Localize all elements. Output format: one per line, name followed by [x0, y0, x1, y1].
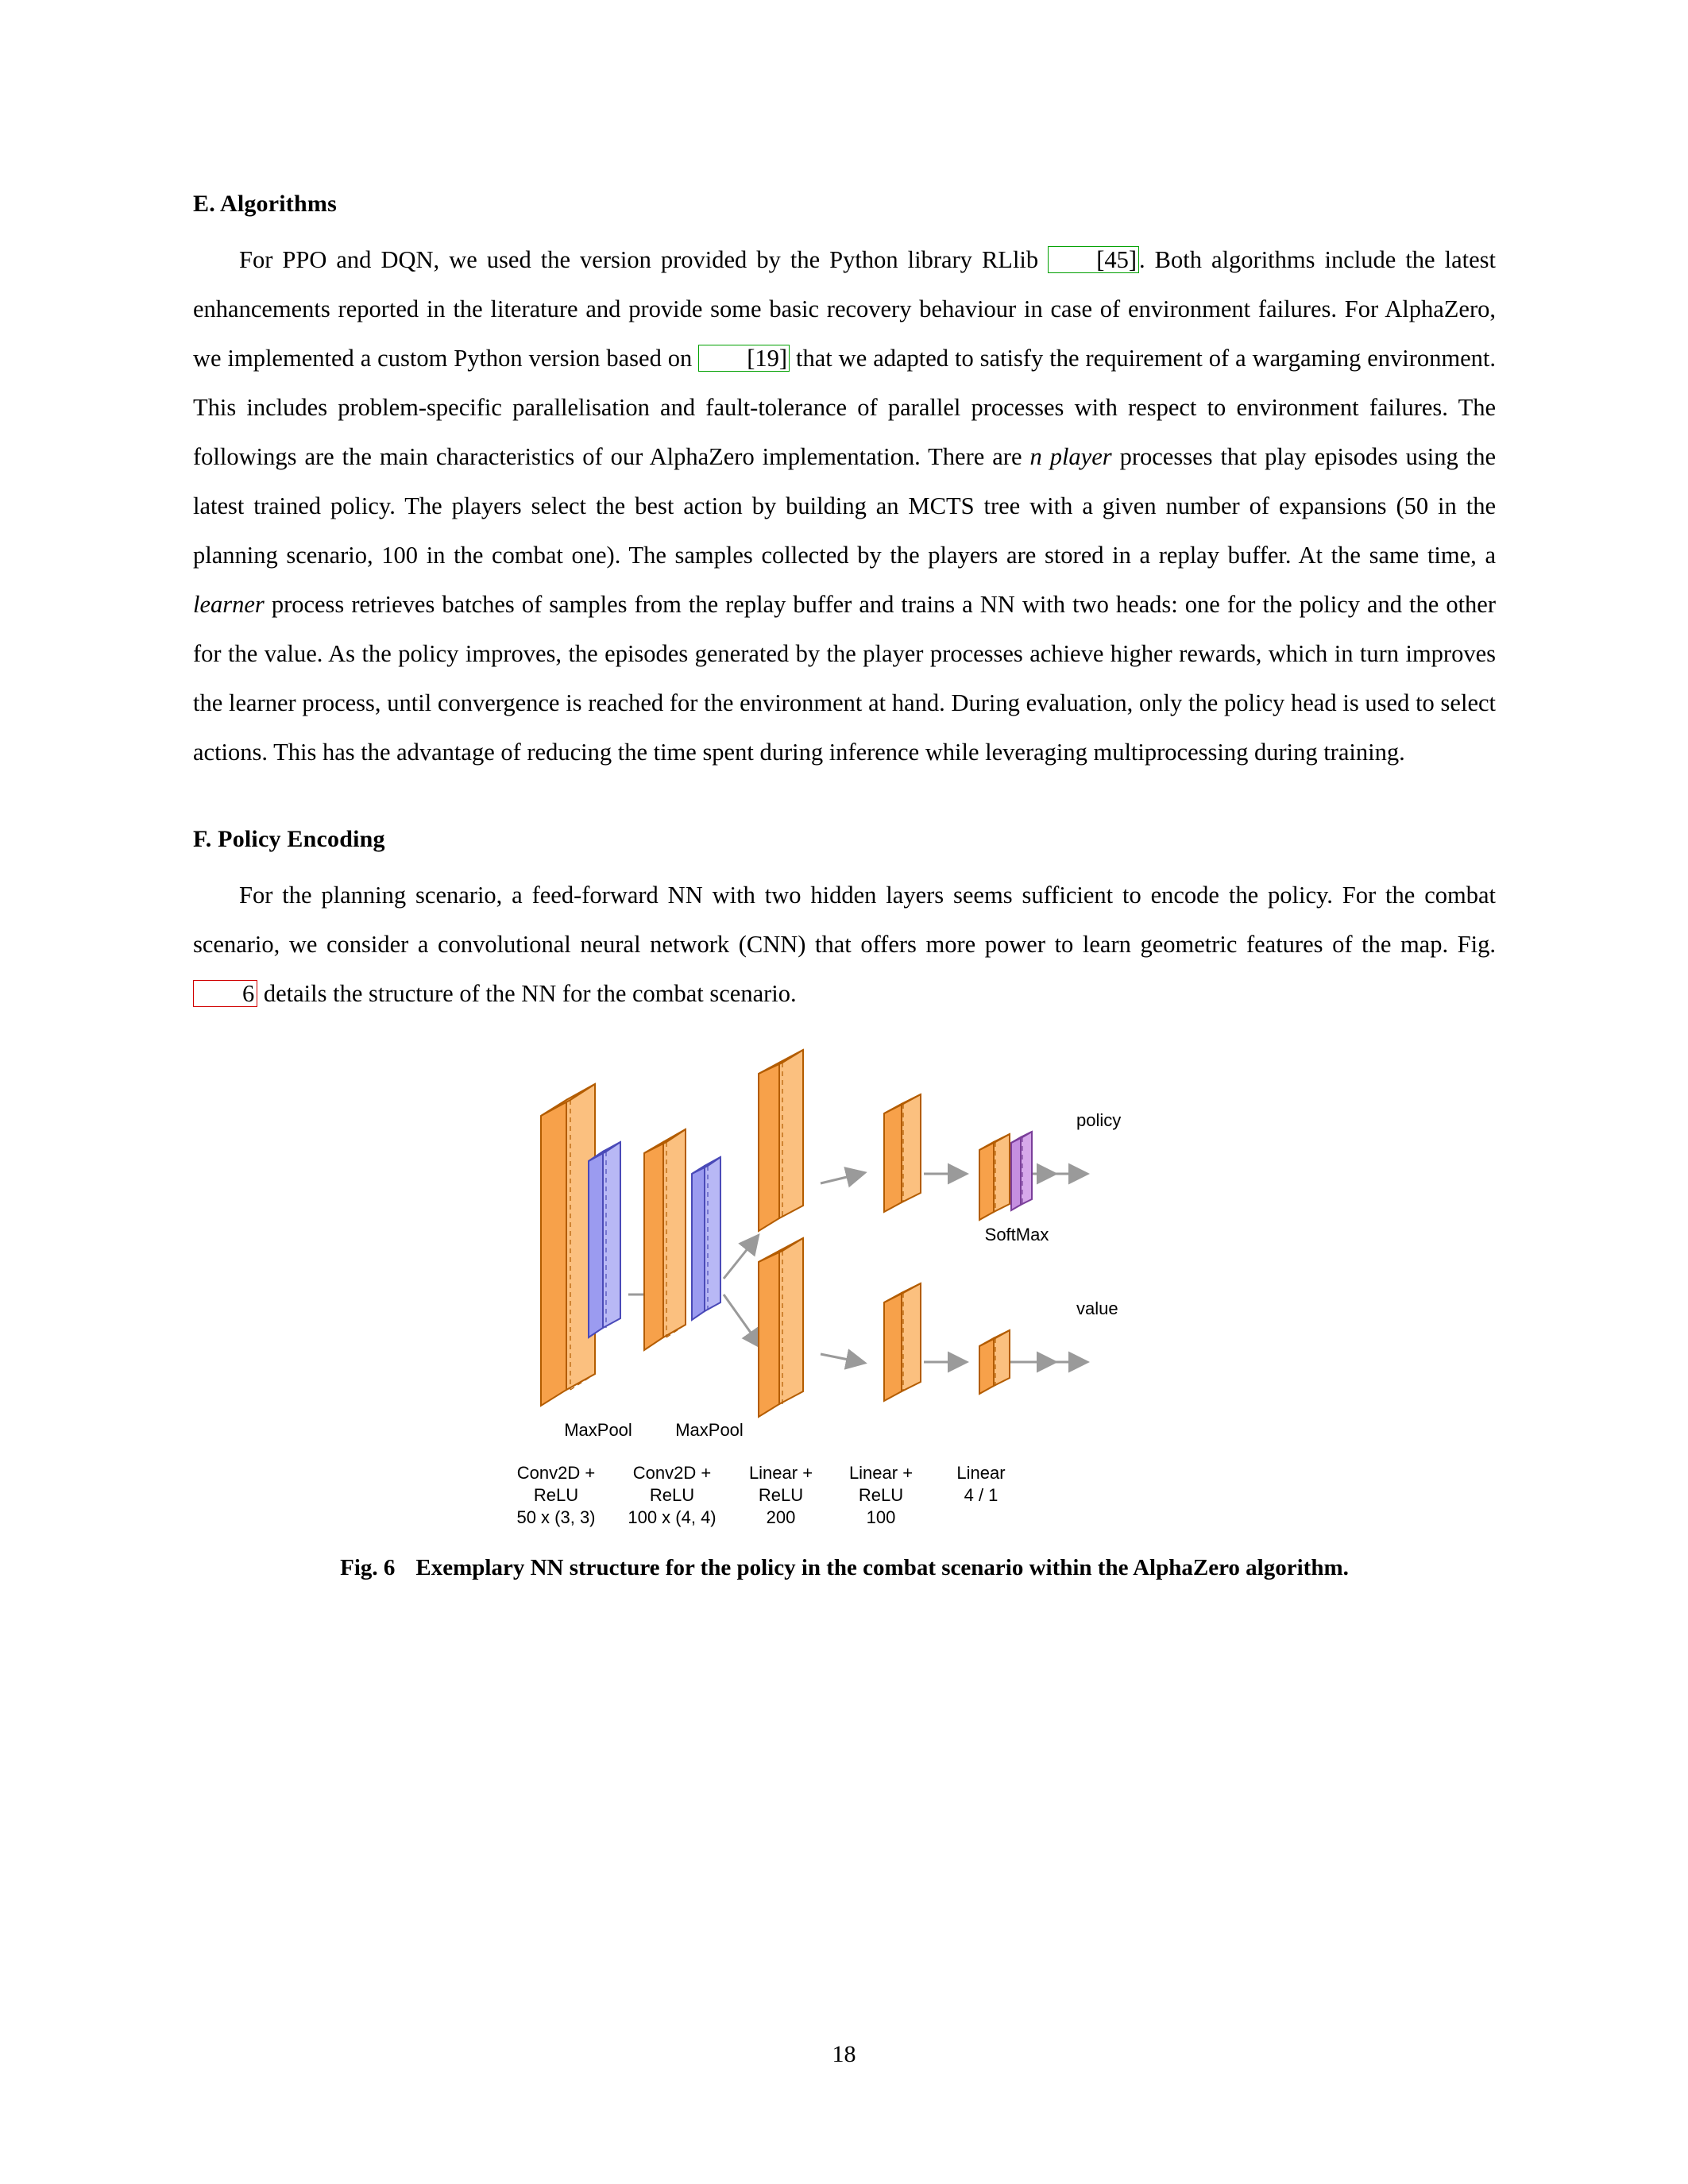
- label-maxpool-2: MaxPool: [675, 1420, 744, 1440]
- label-conv1-line3: 50 x (3, 3): [516, 1507, 596, 1527]
- label-linear100-line2: ReLU: [858, 1485, 904, 1505]
- citation-link-45[interactable]: [45]: [1048, 246, 1139, 273]
- block-linear-100-policy: [884, 1094, 921, 1212]
- paragraph-text-part: . Both algorithms include the latest enhancements reported in the literature and provide some basic recovery behaviour in case of environment failures. For AlphaZero, we implemented a custom Python version based on: [193, 246, 1496, 372]
- label-conv1-line1: Conv2D +: [516, 1463, 596, 1483]
- section-spacer: [193, 777, 1496, 826]
- label-linear100-line1: Linear +: [848, 1463, 914, 1483]
- block-softmax: [1011, 1132, 1032, 1210]
- section-heading-algorithms: E. Algorithms: [193, 191, 337, 217]
- emphasis-n-player: n player: [1029, 443, 1112, 470]
- page-content: [193, 191, 1496, 1581]
- label-linear200-line2: ReLU: [758, 1485, 804, 1505]
- emphasis-learner: learner: [193, 591, 265, 618]
- figure-caption-label: Fig. 6: [340, 1555, 396, 1580]
- paragraph-text-part: process retrieves batches of samples from the replay buffer and trains a NN with two heads: one for the policy and the other for the value. As the policy improves, the episodes generated by the player processes achieve higher rewards, which in turn improves the learner process, until convergence is reached for the environment at hand. During evaluation, only the policy head is used to select actions. This has the advantage of reducing the time spent during inference while leveraging multiprocessing during training.: [193, 591, 1496, 766]
- block-linear-1: [979, 1330, 1010, 1394]
- label-conv2-line1: Conv2D +: [632, 1463, 712, 1483]
- block-linear-4: [979, 1134, 1010, 1220]
- label-maxpool-1: MaxPool: [564, 1420, 632, 1440]
- label-linear200-line1: Linear +: [748, 1463, 813, 1483]
- figure-caption: [193, 1555, 1496, 1581]
- block-conv1: [541, 1084, 595, 1406]
- label-conv1-line2: ReLU: [533, 1485, 579, 1505]
- figure-caption-text: Exemplary NN structure for the policy in the combat scenario within the AlphaZero algorithm.: [415, 1555, 1349, 1580]
- figure-6: [193, 1040, 1496, 1541]
- block-linear-200-policy: [759, 1050, 803, 1231]
- paragraph-policy-encoding: [193, 870, 1496, 1018]
- paragraph-text-part: that we adapted to satisfy the requirement of a wargaming environment. This includes problem-specific parallelisation and fault-tolerance of parallel processes with respect to environment failures. The followings are the main characteristics of our AlphaZero implementation. There are: [193, 345, 1496, 470]
- block-conv2: [644, 1129, 686, 1350]
- label-linear-out-line2: 4 / 1: [964, 1485, 999, 1505]
- label-linear200-line3: 200: [766, 1507, 796, 1527]
- label-linear-out-line1: Linear: [956, 1463, 1006, 1483]
- label-linear100-line3: 100: [866, 1507, 896, 1527]
- label-policy: policy: [1076, 1110, 1122, 1130]
- section-heading-policy-encoding: F. Policy Encoding: [193, 826, 385, 852]
- paragraph-text-part: For PPO and DQN, we used the version provided by the Python library RLlib: [239, 246, 1049, 273]
- block-linear-100-value: [884, 1283, 921, 1401]
- label-softmax: SoftMax: [984, 1225, 1049, 1244]
- citation-link-19[interactable]: [19]: [698, 345, 790, 372]
- paragraph-text-part: processes that play episodes using the latest trained policy. The players select the best action by building an MCTS tree with a given number of expansions (50 in the planning scenario, 100 in the combat one). The samples collected by the players are stored in a replay buffer. At the same time, a: [193, 443, 1497, 569]
- paragraph-text-part: details the structure of the NN for the combat scenario.: [257, 980, 797, 1007]
- block-maxpool-2: [692, 1157, 720, 1320]
- nn-architecture-diagram: [447, 1040, 1242, 1533]
- paragraph-text-part: For the planning scenario, a feed-forward NN with two hidden layers seems sufficient to encode the policy. For the combat scenario, we consider a convolutional neural network (CNN) that offers more power to learn geometric features of the map. Fig.: [193, 882, 1496, 958]
- block-linear-200-value: [759, 1238, 803, 1417]
- figure-link-6[interactable]: 6: [193, 980, 257, 1007]
- page-number: 18: [832, 2041, 856, 2067]
- label-value: value: [1076, 1298, 1118, 1318]
- label-conv2-line3: 100 x (4, 4): [628, 1507, 717, 1527]
- block-maxpool-1: [589, 1142, 620, 1337]
- label-conv2-line2: ReLU: [649, 1485, 695, 1505]
- paragraph-algorithms: [193, 235, 1496, 777]
